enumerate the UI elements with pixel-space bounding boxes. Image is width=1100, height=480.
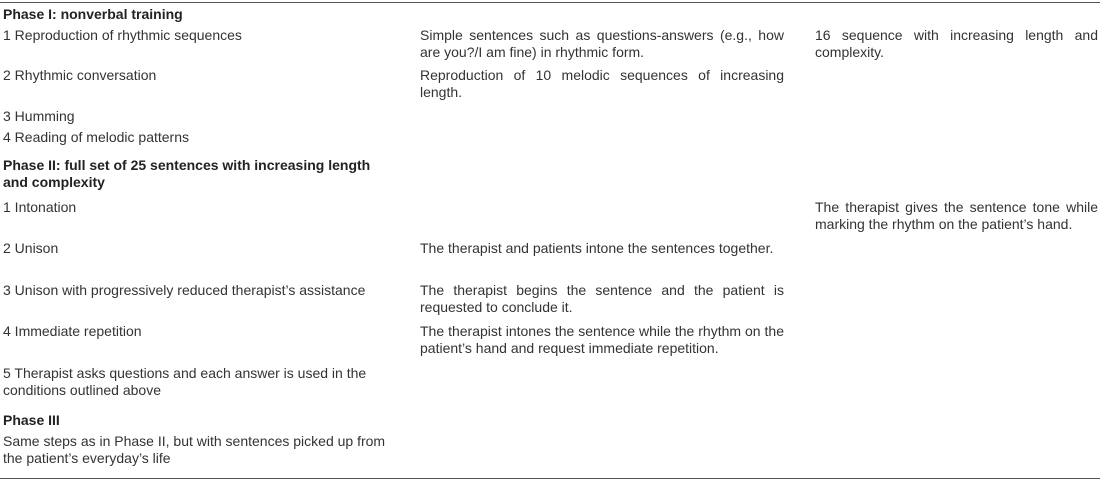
phase3-heading: Phase III (3, 412, 60, 428)
phase2-note-1: The therapist and patients intone the sentences together. (420, 240, 774, 256)
phase3-description: Same steps as in Phase II, but with sentences picked up from the patient’s everyday’s life (3, 433, 386, 466)
phase2-note-3: The therapist intones the sentence while the rhythm on the patient’s hand and request immediate repetition. (420, 323, 784, 356)
phase1-step-2: 2 Rhythmic conversation (3, 67, 157, 83)
phase2-note-2: The therapist begins the sentence and the patient is requested to conclude it. (420, 282, 784, 315)
phase2-step-3: 3 Unison with progressively reduced therapist’s assistance (3, 282, 366, 298)
phase1-heading: Phase I: nonverbal training (3, 6, 183, 22)
phase1-note-2: Reproduction of 10 melodic sequences of increasing length. (420, 67, 784, 100)
table-bottom-rule (0, 478, 1100, 479)
phase2-step-1: 1 Intonation (3, 199, 77, 215)
table-top-rule (0, 2, 1100, 3)
phase2-step-5: 5 Therapist asks questions and each answer is used in the conditions outlined above (3, 365, 367, 398)
phase2-step-2: 2 Unison (3, 240, 59, 256)
phase2-heading: Phase II: full set of 25 sentences with increasing length and complexity (3, 157, 371, 190)
phase2-step-4: 4 Immediate repetition (3, 323, 142, 339)
phase1-aside: 16 sequence with increasing length and complexity. (815, 27, 1098, 60)
phase1-step-1: 1 Reproduction of rhythmic sequences (3, 27, 242, 43)
phase1-step-4: 4 Reading of melodic patterns (3, 129, 189, 145)
phase1-note-1: Simple sentences such as questions-answers (e.g., how are you?/I am fine) in rhythmic form. (420, 27, 784, 60)
phase1-step-3: 3 Humming (3, 108, 75, 124)
phase2-aside: The therapist gives the sentence tone while marking the rhythm on the patient’s hand. (815, 199, 1098, 232)
